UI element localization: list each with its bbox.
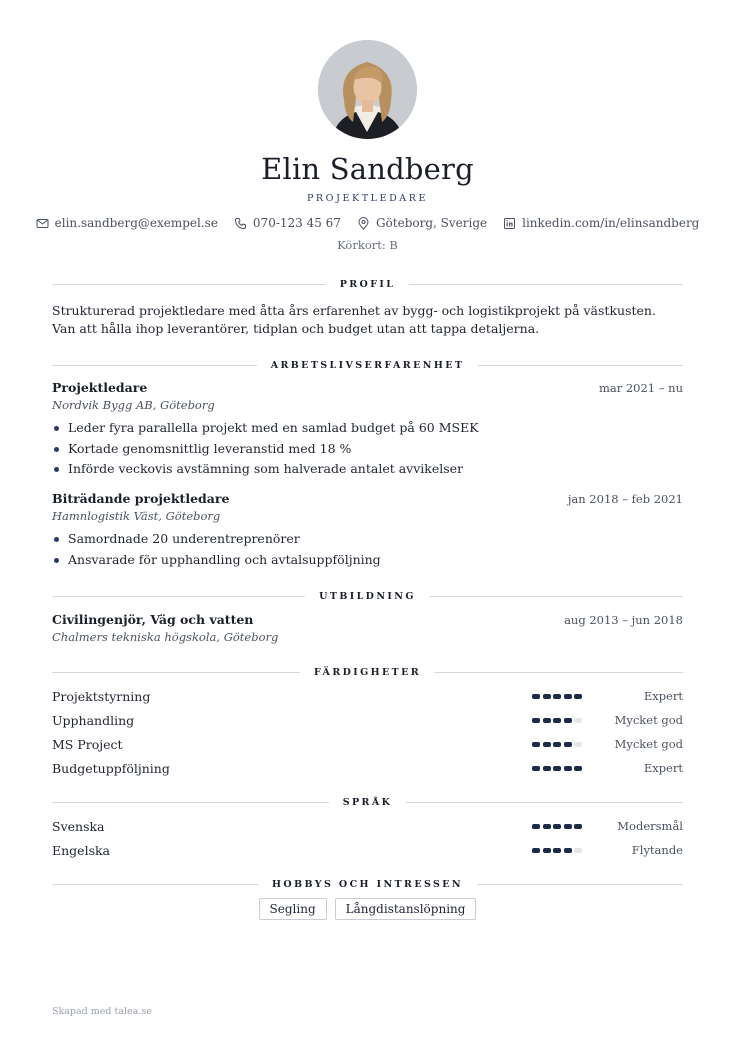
rating-dot — [553, 718, 561, 723]
contact-linkedin[interactable] — [503, 216, 699, 230]
divider — [435, 672, 683, 673]
mail-icon — [36, 217, 49, 230]
language-name: Engelska — [52, 842, 111, 858]
skill-row — [52, 736, 683, 752]
rating-dot — [553, 848, 561, 853]
hobby-tags — [0, 898, 735, 920]
section-experience-heading — [52, 358, 683, 372]
list-item: Ansvarade för upphandling och avtalsuppföljning — [52, 550, 683, 571]
job-date: mar 2021 – nu — [598, 381, 683, 395]
footer-credit[interactable]: Skapad med talea.se — [52, 1006, 152, 1017]
divider — [52, 672, 300, 673]
rating-dot — [574, 766, 582, 771]
avatar — [318, 40, 417, 139]
language-name: Svenska — [52, 818, 105, 834]
section-education-heading — [52, 589, 683, 603]
divider — [52, 802, 329, 803]
section-title: UTBILDNING — [319, 590, 416, 602]
contact-email[interactable] — [36, 216, 218, 230]
job-title: Biträdande projektledare — [52, 491, 230, 506]
email-text: elin.sandberg@exempel.se — [54, 216, 218, 230]
language-rating — [532, 848, 582, 853]
skill-level: Expert — [643, 689, 683, 703]
rating-dot — [564, 766, 572, 771]
candidate-name: Elin Sandberg — [261, 152, 474, 186]
rating-dot — [574, 848, 582, 853]
rating-dot — [564, 718, 572, 723]
rating-dot — [532, 742, 540, 747]
section-title: SPRÅK — [342, 796, 393, 808]
rating-dot — [553, 766, 561, 771]
degree-title: Civilingenjör, Väg och vatten — [52, 612, 254, 627]
divider — [478, 365, 683, 366]
section-title: FÄRDIGHETER — [313, 666, 422, 678]
experience-entry — [52, 491, 683, 570]
contact-info — [0, 216, 735, 230]
skill-row — [52, 712, 683, 728]
section-profile-heading — [52, 277, 683, 291]
experience-entry — [52, 380, 683, 480]
rating-dot — [574, 742, 582, 747]
rating-dot — [564, 824, 572, 829]
education-entry — [52, 612, 683, 644]
section-hobbies-heading — [52, 877, 683, 891]
rating-dot — [543, 694, 551, 699]
linkedin-icon — [503, 217, 516, 230]
education-date: aug 2013 – jun 2018 — [564, 613, 683, 627]
contact-location — [357, 216, 487, 230]
section-title: HOBBYS OCH INTRESSEN — [272, 878, 463, 890]
phone-icon — [234, 217, 247, 230]
job-date: jan 2018 – feb 2021 — [567, 492, 683, 506]
rating-dot — [564, 742, 572, 747]
divider — [406, 802, 683, 803]
rating-dot — [574, 824, 582, 829]
rating-dot — [543, 766, 551, 771]
location-text: Göteborg, Sverige — [375, 216, 488, 230]
rating-dot — [574, 694, 582, 699]
list-item: Kortade genomsnittlig leveranstid med 18 % — [52, 439, 683, 460]
language-level: Flytande — [631, 843, 683, 857]
list-item: Leder fyra parallella projekt med en samlad budget på 60 MSEK — [52, 418, 683, 439]
rating-dot — [543, 718, 551, 723]
school-name: Chalmers tekniska högskola, Göteborg — [52, 630, 279, 644]
section-title: ARBETSLIVSERFARENHET — [270, 359, 465, 371]
location-pin-icon — [357, 217, 370, 230]
language-row — [52, 818, 683, 834]
hobby-tag: Segling — [259, 898, 327, 920]
skill-rating — [532, 766, 582, 771]
job-company: Nordvik Bygg AB, Göteborg — [52, 398, 215, 412]
section-skills-heading — [52, 665, 683, 679]
language-rating — [532, 824, 582, 829]
language-row — [52, 842, 683, 858]
skill-level: Mycket god — [614, 737, 683, 751]
hobby-tag: Långdistanslöpning — [335, 898, 477, 920]
rating-dot — [553, 824, 561, 829]
rating-dot — [564, 848, 572, 853]
divider — [477, 884, 683, 885]
rating-dot — [564, 694, 572, 699]
skill-row — [52, 760, 683, 776]
list-item: Införde veckovis avstämning som halverade antalet avvikelser — [52, 459, 683, 480]
skill-rating — [532, 742, 582, 747]
rating-dot — [543, 848, 551, 853]
skill-name: MS Project — [52, 736, 123, 752]
rating-dot — [543, 824, 551, 829]
achievement-list — [52, 418, 683, 480]
rating-dot — [532, 718, 540, 723]
contact-phone[interactable] — [234, 216, 341, 230]
phone-text: 070-123 45 67 — [252, 216, 341, 230]
skill-name: Budgetuppföljning — [52, 760, 170, 776]
profile-summary: Strukturerad projektledare med åtta års erfarenhet av bygg- och logistikprojekt på västkusten. Van att hålla ihop leverantörer, tidplan och budget utan att tappa detaljerna. — [52, 303, 656, 336]
job-role: PROJEKTLEDARE — [306, 193, 429, 204]
drivers-license: Körkort: B — [337, 238, 398, 252]
rating-dot — [574, 718, 582, 723]
rating-dot — [553, 694, 561, 699]
skill-name: Projektstyrning — [52, 688, 151, 704]
rating-dot — [532, 824, 540, 829]
skill-name: Upphandling — [52, 712, 135, 728]
rating-dot — [543, 742, 551, 747]
divider — [52, 365, 257, 366]
job-company: Hamnlogistik Väst, Göteborg — [52, 509, 221, 523]
divider — [409, 284, 683, 285]
skill-rating — [532, 718, 582, 723]
rating-dot — [553, 742, 561, 747]
divider — [52, 884, 258, 885]
skill-row — [52, 688, 683, 704]
section-languages-heading — [52, 795, 683, 809]
rating-dot — [532, 766, 540, 771]
list-item: Samordnade 20 underentreprenörer — [52, 529, 683, 550]
divider — [430, 596, 683, 597]
section-title: PROFIL — [339, 278, 396, 290]
skill-level: Mycket god — [614, 713, 683, 727]
job-title: Projektledare — [52, 380, 148, 395]
skill-rating — [532, 694, 582, 699]
rating-dot — [532, 694, 540, 699]
divider — [52, 596, 305, 597]
rating-dot — [532, 848, 540, 853]
linkedin-text: linkedin.com/in/elinsandberg — [522, 216, 700, 230]
language-level: Modersmål — [617, 819, 683, 833]
achievement-list — [52, 529, 683, 570]
divider — [52, 284, 326, 285]
skill-level: Expert — [643, 761, 683, 775]
